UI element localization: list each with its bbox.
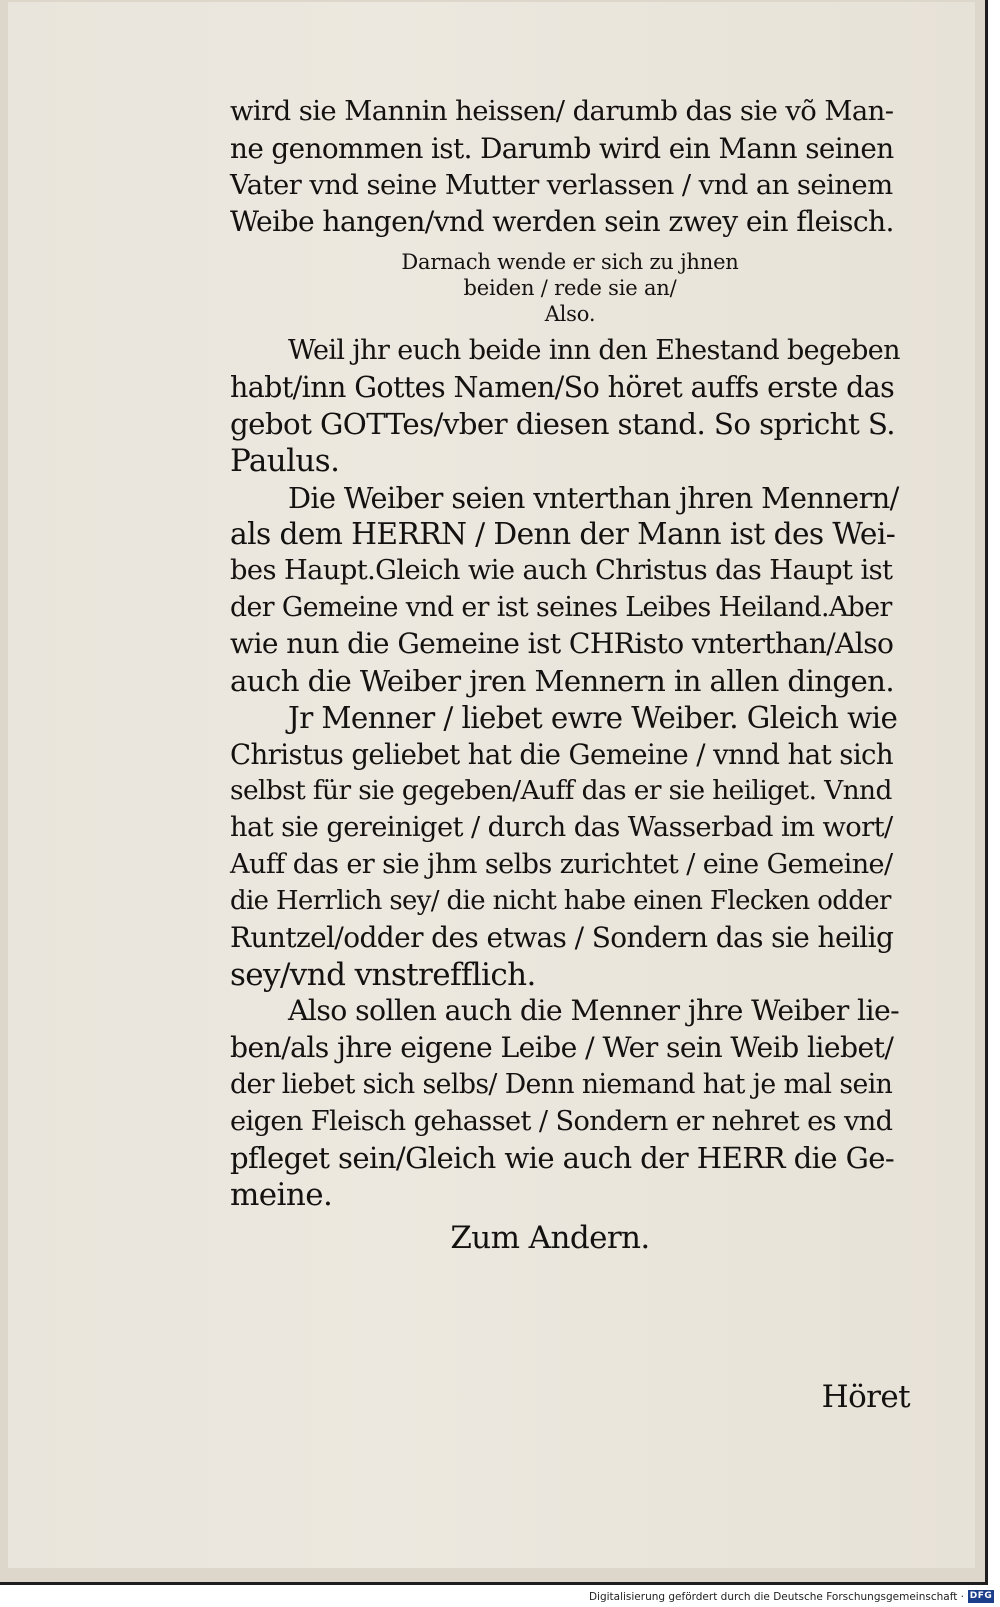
text-line: eigen Fleisch gehasset / Sondern er nehret es vnd [230, 1105, 893, 1137]
text-line: hat sie gereiniget / durch das Wasserbad im wort/ [230, 811, 893, 843]
heading-line: Also. [544, 301, 596, 326]
paragraph-2 [230, 480, 910, 700]
text-line: habt/inn Gottes Namen/So höret auffs erste das [230, 370, 895, 404]
text-line: Christus geliebet hat die Gemeine / vnnd hat sich [230, 737, 894, 771]
footer-bar [0, 1587, 1000, 1607]
text-line: Runtzel/odder des etwas / Sondern das sie heilig [230, 921, 894, 955]
text-line: der liebet sich selbs/ Denn niemand hat je mal sein [230, 1068, 893, 1100]
paragraph-3 [230, 700, 910, 994]
text-line: die Herrlich sey/ die nicht habe einen Flecken odder [230, 886, 891, 917]
catchword: Höret [821, 1379, 910, 1415]
text-line: selbst für sie gegeben/Auff das er sie heiliget. Vnnd [230, 775, 892, 807]
text-line: Weibe hangen/vnd werden sein zwey ein fleisch. [230, 205, 894, 239]
text-line: wie nun die Gemeine ist CHRisto vnterthan/Also [230, 627, 894, 661]
text-line: Jr Menner / liebet ewre Weiber. Gleich wie [288, 700, 898, 735]
text-line: meine. [230, 1176, 333, 1213]
paragraph-4 [230, 993, 910, 1213]
paper-surface [8, 2, 975, 1568]
text-line: Auff das er sie jhm selbs zurichtet / eine Gemeine/ [230, 848, 893, 880]
rubric-heading [230, 249, 910, 327]
heading-line: beiden / rede sie an/ [463, 275, 677, 300]
section-heading: Zum Andern. [450, 1219, 650, 1256]
opening-lines [230, 94, 910, 241]
text-line: Paulus. [230, 442, 340, 479]
text-line: Die Weiber seien vnterthan jhren Mennern/ [288, 480, 899, 515]
text-line: pfleget sein/Gleich wie auch der HERR die Ge- [230, 1141, 895, 1176]
text-line: Weil jhr euch beide inn den Ehestand begeben [288, 334, 900, 366]
text-line: wird sie Mannin heissen/ darumb das sie võ Man- [230, 96, 894, 127]
text-line: bes Haupt.Gleich wie auch Christus das Haupt ist [230, 555, 893, 587]
page-text [230, 94, 910, 1415]
text-line: als dem HERRN / Denn der Mann ist des Wei- [230, 516, 896, 552]
dfg-logo: DFG [969, 1591, 993, 1601]
heading-line: Darnach wende er sich zu jhnen [401, 249, 739, 274]
text-line: sey/vnd vnstrefflich. [230, 956, 536, 993]
text-line: ben/als jhre eigene Leibe / Wer sein Weib liebet/ [230, 1031, 894, 1065]
funding-notice: Digitalisierung gefördert durch die Deutsche Forschungsgemeinschaft · [588, 1591, 964, 1603]
paragraph-1 [230, 333, 910, 480]
text-line: der Gemeine vnd er ist seines Leibes Heiland.Aber [230, 591, 892, 623]
text-line: Also sollen auch die Menner jhre Weiber lie- [288, 994, 900, 1028]
text-line: Vater vnd seine Mutter verlassen / vnd an seinem [230, 169, 893, 202]
text-line: gebot GOTTes/vber diesen stand. So spricht S. [230, 407, 895, 442]
text-line: ne genommen ist. Darumb wird ein Mann seinen [230, 131, 894, 165]
text-line: auch die Weiber jren Mennern in allen dingen. [230, 664, 895, 699]
